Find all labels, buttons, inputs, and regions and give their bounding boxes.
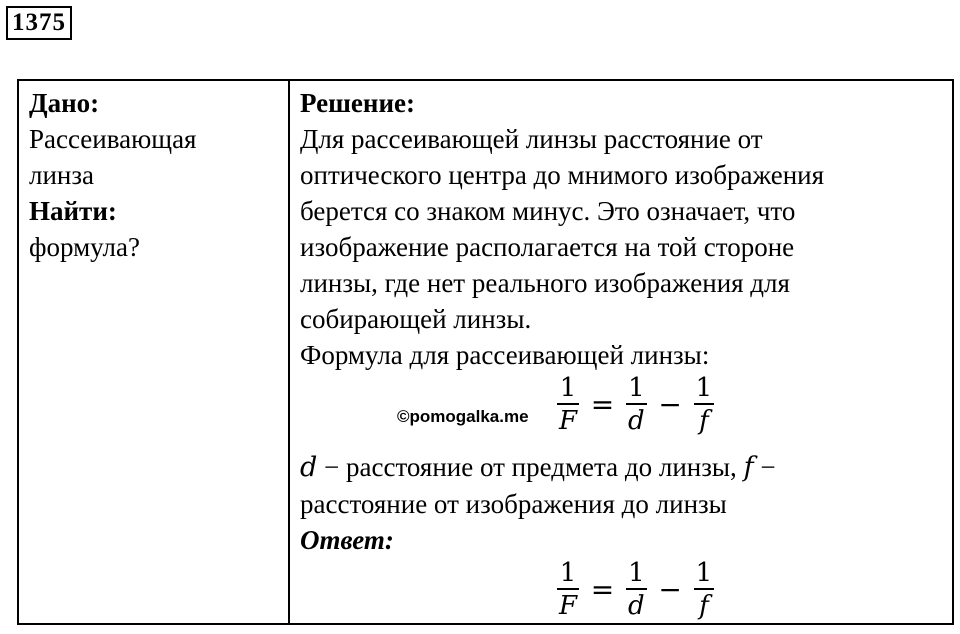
fraction-1-over-f bbox=[694, 373, 715, 437]
solution-line-1: Для рассеивающей линзы расстояние от bbox=[300, 124, 763, 154]
solution-table bbox=[17, 79, 954, 625]
variable-description-1 bbox=[300, 449, 950, 486]
variable-description-2: расстояние от изображения до линзы bbox=[300, 489, 727, 519]
equals-sign: = bbox=[590, 573, 615, 606]
fraction-1-over-F bbox=[557, 373, 579, 437]
solution-line-4: изображение располагается на той стороне bbox=[300, 232, 795, 262]
answer-formula-row bbox=[300, 558, 950, 634]
numerator: 1 bbox=[559, 373, 577, 403]
problem-number: 1375 bbox=[6, 6, 72, 40]
lens-formula bbox=[555, 373, 716, 437]
denominator: d bbox=[626, 403, 647, 437]
solution-heading: Решение: bbox=[300, 88, 415, 118]
find-text: формула? bbox=[29, 232, 140, 262]
fraction-1-over-d bbox=[626, 558, 647, 622]
fraction-1-over-d bbox=[626, 373, 647, 437]
solution-line-2: оптического центра до мнимого изображения bbox=[300, 160, 825, 190]
given-line-2: линза bbox=[29, 160, 95, 190]
lens-formula-row bbox=[300, 373, 950, 449]
variable-d-text: − расстояние от предмета до линзы, bbox=[317, 452, 744, 482]
denominator: f bbox=[694, 403, 715, 437]
denominator: d bbox=[626, 588, 647, 622]
variable-d: d bbox=[300, 452, 318, 483]
denominator: F bbox=[557, 403, 579, 437]
answer-heading: Ответ: bbox=[300, 525, 394, 555]
fraction-1-over-F bbox=[557, 558, 579, 622]
solution-column bbox=[300, 85, 950, 634]
solution-line-3: берется со знаком минус. Это означает, что bbox=[300, 196, 796, 226]
solution-line-6: собирающей линзы. bbox=[300, 304, 532, 334]
variable-f: f bbox=[743, 452, 754, 483]
dash: − bbox=[753, 452, 776, 482]
numerator: 1 bbox=[695, 558, 713, 588]
given-line-1: Рассеивающая bbox=[29, 124, 197, 154]
answer-formula bbox=[555, 558, 716, 622]
solution-line-5: линзы, где нет реального изображения для bbox=[300, 268, 790, 298]
fraction-1-over-f bbox=[694, 558, 715, 622]
numerator: 1 bbox=[559, 558, 577, 588]
numerator: 1 bbox=[628, 373, 645, 403]
solution-line-7: Формула для рассеивающей линзы: bbox=[300, 340, 710, 370]
watermark: ©pomogalka.me bbox=[397, 407, 529, 426]
numerator: 1 bbox=[695, 373, 713, 403]
denominator: f bbox=[694, 588, 715, 622]
minus-sign: − bbox=[658, 573, 682, 606]
denominator: F bbox=[557, 588, 579, 622]
find-heading: Найти: bbox=[29, 196, 117, 226]
given-heading: Дано: bbox=[29, 88, 100, 118]
equals-sign: = bbox=[590, 388, 615, 421]
given-column bbox=[29, 85, 284, 265]
column-divider bbox=[288, 81, 290, 623]
minus-sign: − bbox=[658, 388, 682, 421]
numerator: 1 bbox=[628, 558, 645, 588]
